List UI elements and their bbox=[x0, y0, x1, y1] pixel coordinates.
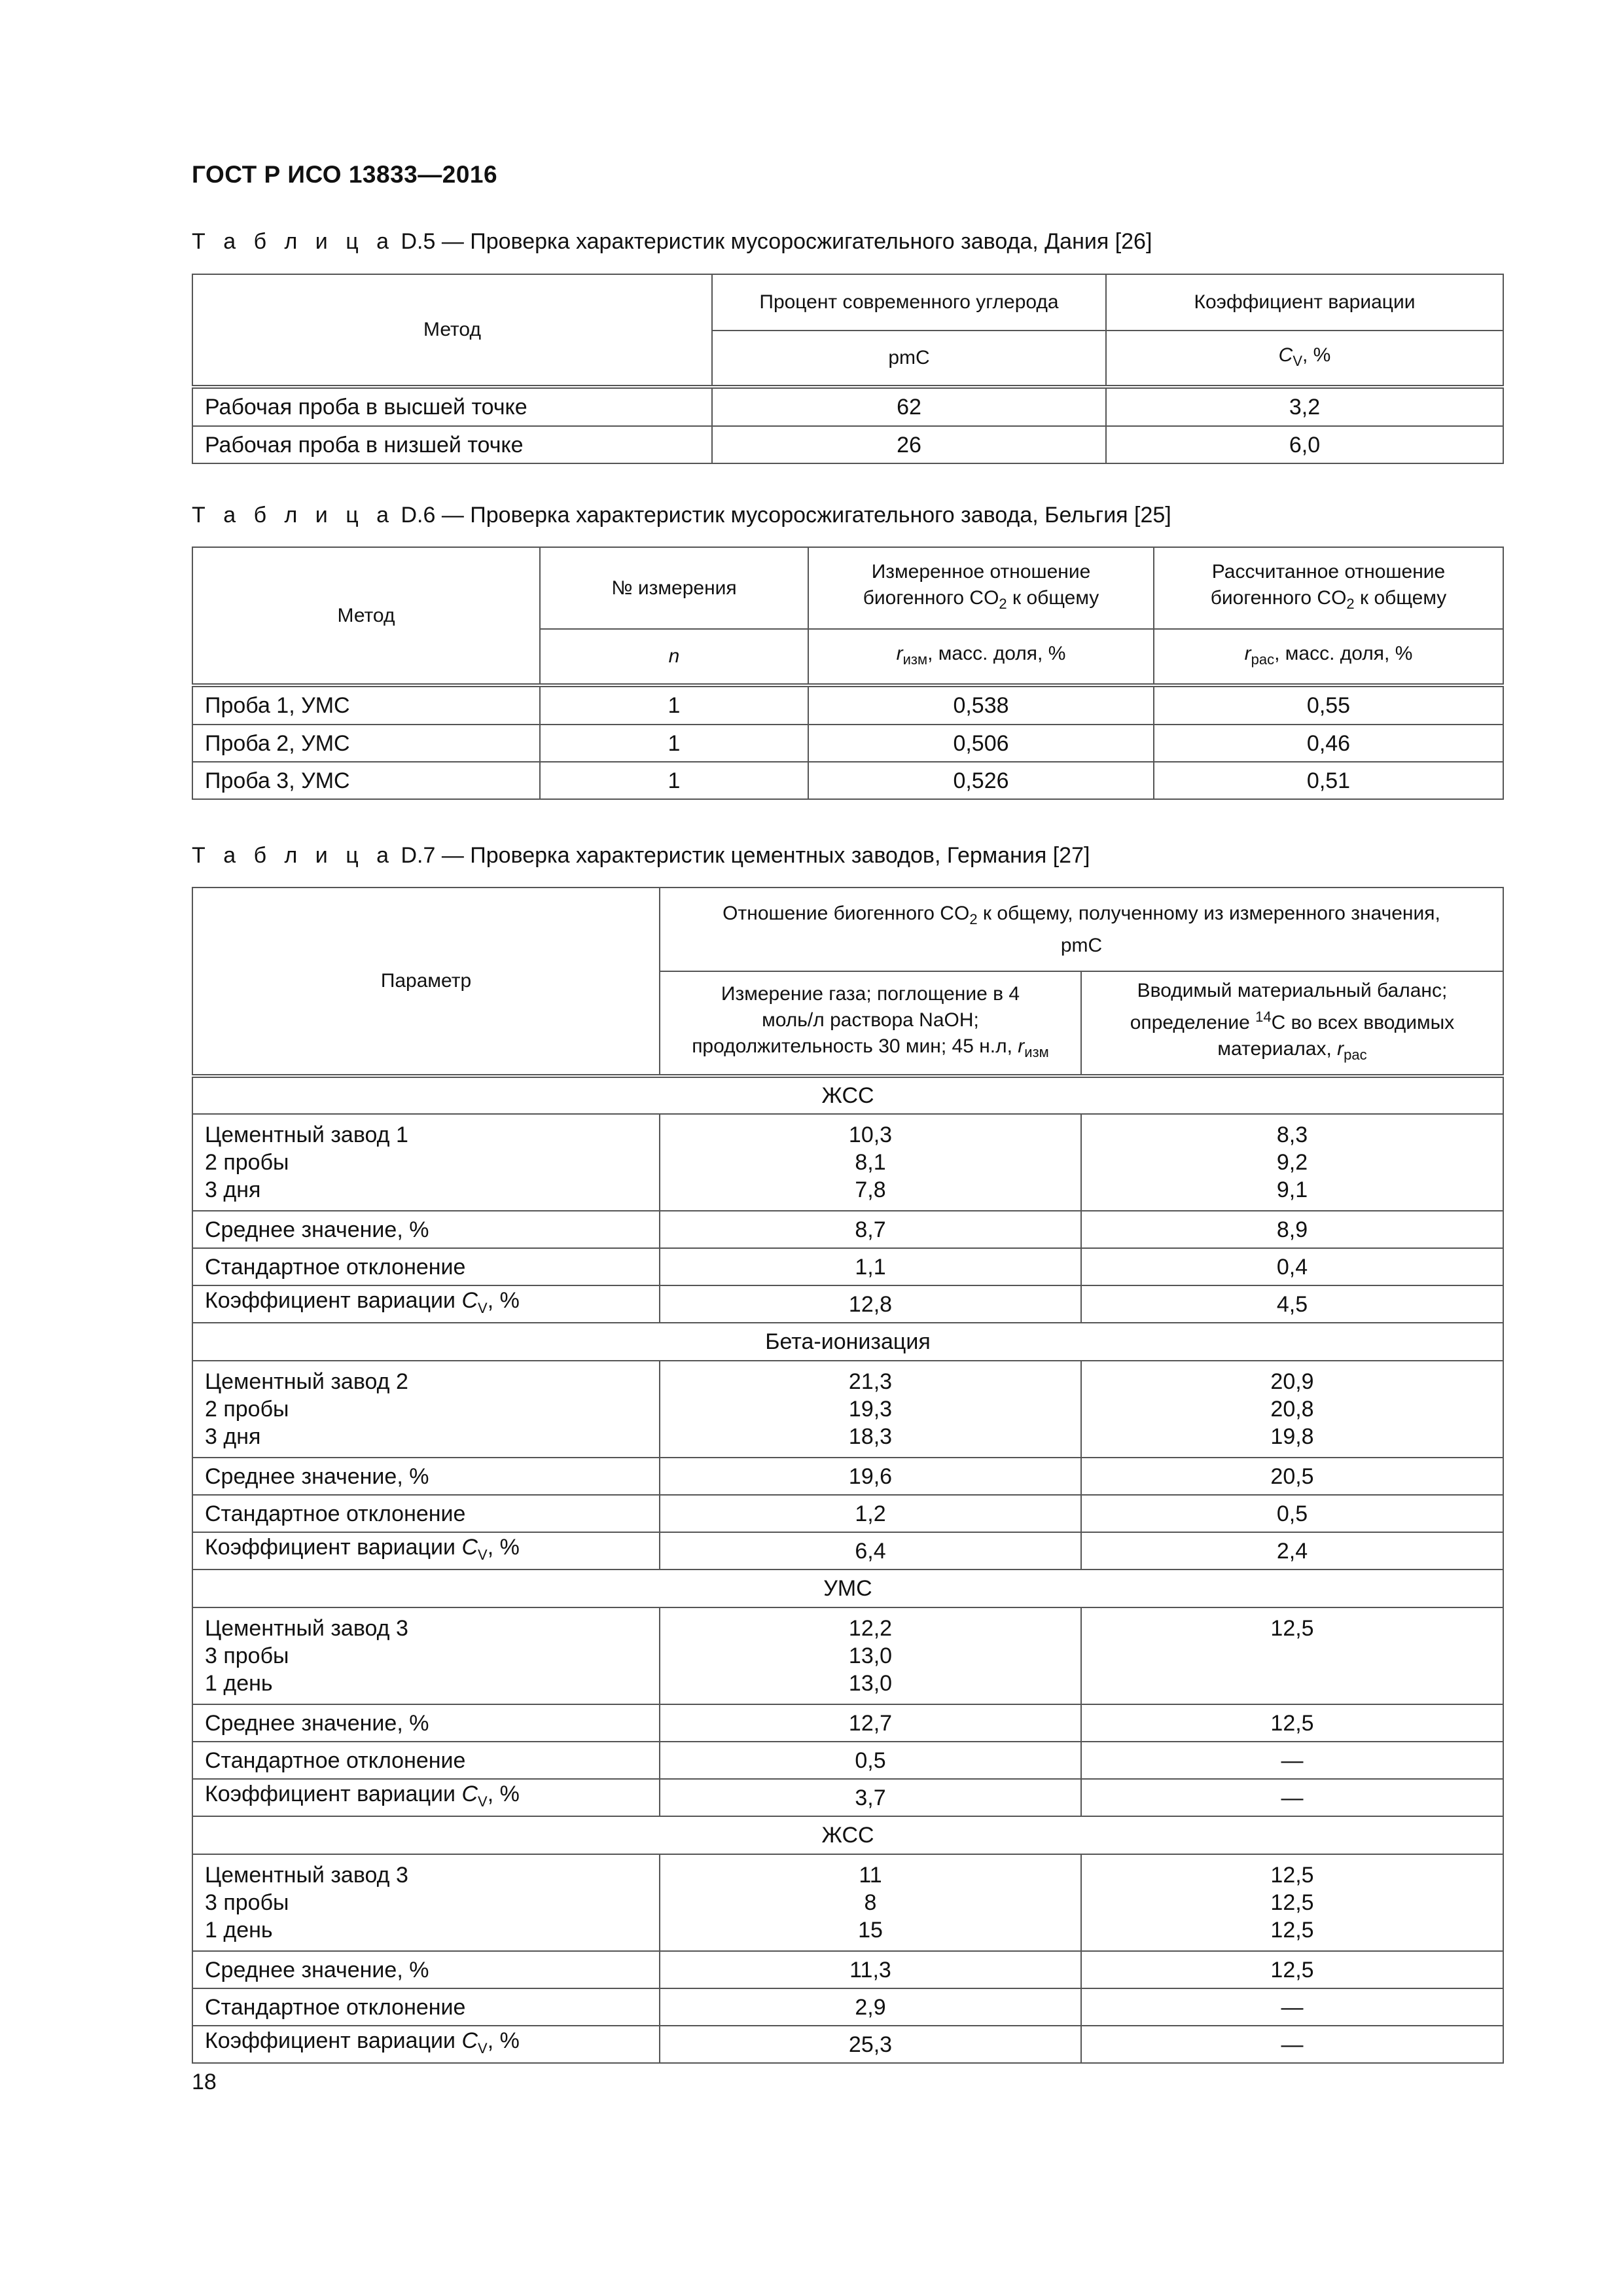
table-d5-header-col1: Процент современного углерода bbox=[712, 274, 1106, 331]
row-label-mean: Среднее значение, % bbox=[192, 1211, 660, 1248]
table-row: Среднее значение, % 8,7 8,9 bbox=[192, 1211, 1503, 1248]
gas-values: 10,3 8,1 7,8 bbox=[660, 1114, 1081, 1211]
table-row: Стандартное отклонение 1,1 0,4 bbox=[192, 1248, 1503, 1285]
table-d6-header-col3-unit: $r_{рас}$, масс. доля, % bbox=[1154, 629, 1503, 685]
table-row: Среднее значение, % 19,6 20,5 bbox=[192, 1458, 1503, 1495]
row-label-mean: Среднее значение, % bbox=[192, 1951, 660, 1988]
table-d6-header-col1: № измерения bbox=[540, 547, 808, 629]
row-label-std: Стандартное отклонение bbox=[192, 1988, 660, 2026]
table-d6-header-col1-unit: n bbox=[540, 629, 808, 685]
balance-values: 12,5 bbox=[1081, 1607, 1503, 1704]
table-d7-header-param: Параметр bbox=[192, 888, 660, 1076]
table-d6-caption: Т а б л и ц а D.6 — Проверка характеристик мусоросжигательного завода, Бельгия [25] bbox=[192, 503, 1171, 528]
plant-label: Цементный завод 3 3 пробы 1 день bbox=[192, 1854, 660, 1951]
table-row bbox=[192, 1361, 1503, 1458]
table-row: Стандартное отклонение 1,2 0,5 bbox=[192, 1495, 1503, 1532]
table-row: Рабочая проба в низшей точке 26 6,0 bbox=[192, 426, 1503, 463]
table-row: Коэффициент вариации $C_V$, % 6,4 2,4 bbox=[192, 1532, 1503, 1570]
section-row bbox=[192, 1076, 1503, 1114]
gas-values: 12,2 13,0 13,0 bbox=[660, 1607, 1081, 1704]
row-label-mean: Среднее значение, % bbox=[192, 1458, 660, 1495]
row-label-std: Стандартное отклонение bbox=[192, 1248, 660, 1285]
table-d6-header-col2: Измеренное отношение биогенного $CO_2$ к общему bbox=[808, 547, 1154, 629]
table-row: Проба 3, УМС 1 0,526 0,51 bbox=[192, 762, 1503, 799]
table-d5-caption: Т а б л и ц а D.5 — Проверка характеристик мусоросжигательного завода, Дания [26] bbox=[192, 229, 1152, 254]
plant-label: Цементный завод 2 2 пробы 3 дня bbox=[192, 1361, 660, 1458]
row-label-std: Стандартное отклонение bbox=[192, 1742, 660, 1779]
balance-values: 8,3 9,2 9,1 bbox=[1081, 1114, 1503, 1211]
table-row: Рабочая проба в высшей точке 62 3,2 bbox=[192, 387, 1503, 426]
table-d6-header-col3: Рассчитанное отношение биогенного $CO_2$ к общему bbox=[1154, 547, 1503, 629]
table-row: Коэффициент вариации $C_V$, % 25,3 — bbox=[192, 2026, 1503, 2063]
table-row: Стандартное отклонение 0,5 — bbox=[192, 1742, 1503, 1779]
balance-values: 12,5 12,5 12,5 bbox=[1081, 1854, 1503, 1951]
table-row: Стандартное отклонение 2,9 — bbox=[192, 1988, 1503, 2026]
table-d7-header-gas: Измерение газа; поглощение в 4 моль/л раствора NaOH; продолжительность 30 мин; 45 н.л, $r_{изм}$ bbox=[660, 971, 1081, 1076]
section-row bbox=[192, 1570, 1503, 1607]
balance-values: 20,9 20,8 19,8 bbox=[1081, 1361, 1503, 1458]
section-title: ЖСС bbox=[192, 1076, 1503, 1114]
gas-values: 11 8 15 bbox=[660, 1854, 1081, 1951]
gas-values: 21,3 19,3 18,3 bbox=[660, 1361, 1081, 1458]
table-d7-header-balance: Вводимый материальный баланс; определение $^{14}$C во всех вводимых материалах, $r_{рас}$ bbox=[1081, 971, 1503, 1076]
section-row bbox=[192, 1323, 1503, 1361]
table-d7-body bbox=[192, 1076, 1503, 2063]
table-row: Коэффициент вариации $C_V$, % 3,7 — bbox=[192, 1779, 1503, 1816]
section-title: ЖСС bbox=[192, 1816, 1503, 1854]
section-row bbox=[192, 1816, 1503, 1854]
table-d5-header-col2: Коэффициент вариации bbox=[1106, 274, 1503, 331]
table-d6-header-col2-unit: $r_{изм}$, масс. доля, % bbox=[808, 629, 1154, 685]
plant-label: Цементный завод 3 3 пробы 1 день bbox=[192, 1607, 660, 1704]
table-row: Коэффициент вариации $C_V$, % 12,8 4,5 bbox=[192, 1285, 1503, 1323]
table-row: Среднее значение, % 12,7 12,5 bbox=[192, 1704, 1503, 1742]
table-row bbox=[192, 1607, 1503, 1704]
section-title: Бета-ионизация bbox=[192, 1323, 1503, 1361]
table-d5 bbox=[192, 274, 1504, 464]
page-number: 18 bbox=[192, 2070, 217, 2094]
table-row bbox=[192, 1854, 1503, 1951]
plant-label: Цементный завод 1 2 пробы 3 дня bbox=[192, 1114, 660, 1211]
table-d5-header-col2-unit: $C_V$, % bbox=[1106, 331, 1503, 387]
table-d6-header-method: Метод bbox=[192, 547, 540, 685]
row-label-mean: Среднее значение, % bbox=[192, 1704, 660, 1742]
table-row: Проба 2, УМС 1 0,506 0,46 bbox=[192, 725, 1503, 762]
table-d7 bbox=[192, 887, 1504, 2064]
row-label-cv: Коэффициент вариации $C_V$, % bbox=[192, 1285, 660, 1323]
table-row: Проба 1, УМС 1 0,538 0,55 bbox=[192, 685, 1503, 725]
row-label-std: Стандартное отклонение bbox=[192, 1495, 660, 1532]
row-label-cv: Коэффициент вариации $C_V$, % bbox=[192, 1532, 660, 1570]
document-header: ГОСТ Р ИСО 13833—2016 bbox=[192, 161, 498, 188]
table-d5-header-col1-unit: pmC bbox=[712, 331, 1106, 387]
table-d7-caption: Т а б л и ц а D.7 — Проверка характеристик цементных заводов, Германия [27] bbox=[192, 843, 1090, 868]
section-title: УМС bbox=[192, 1570, 1503, 1607]
table-row bbox=[192, 1114, 1503, 1211]
table-d6 bbox=[192, 547, 1504, 800]
table-d5-header-method: Метод bbox=[192, 274, 712, 387]
row-label-cv: Коэффициент вариации $C_V$, % bbox=[192, 2026, 660, 2063]
table-d7-header-top: Отношение биогенного $CO_2$ к общему, полученному из измеренного значения, pmC bbox=[660, 888, 1503, 971]
row-label-cv: Коэффициент вариации $C_V$, % bbox=[192, 1779, 660, 1816]
table-row: Среднее значение, % 11,3 12,5 bbox=[192, 1951, 1503, 1988]
